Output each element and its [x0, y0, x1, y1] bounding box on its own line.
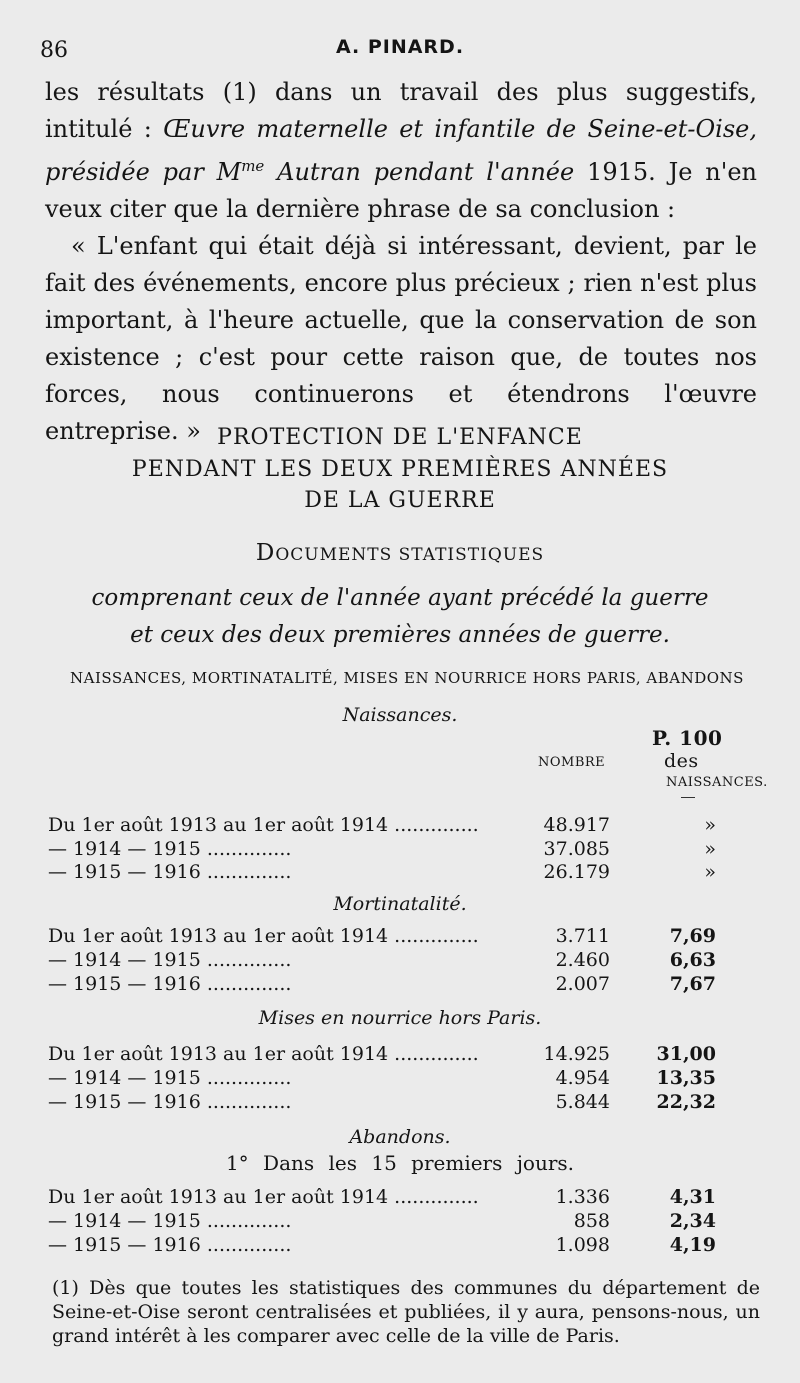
block-title-abandons: Abandons.: [349, 1126, 451, 1148]
col-header-naissances: NAISSANCES.: [666, 775, 768, 790]
paragraph-1-intro: les résultats (1) dans un travail des plus suggestifs, intitulé :: [45, 78, 757, 143]
table-row: [48, 1186, 768, 1210]
row-pct: »: [704, 814, 716, 836]
row-value: 3.711: [555, 925, 610, 947]
row-label: — 1914 — 1915 ..............: [48, 949, 292, 971]
row-value: 48.917: [543, 814, 610, 836]
row-value: 1.336: [555, 1186, 610, 1208]
row-label: — 1915 — 1916 ..............: [48, 1234, 292, 1256]
page-number: 86: [40, 38, 68, 63]
section-title-line-3: DE LA GUERRE: [304, 488, 496, 513]
col-header-des: des: [664, 750, 699, 772]
work-title-sup: me: [241, 157, 265, 175]
row-pct: 6,63: [669, 949, 716, 971]
row-value: 858: [573, 1210, 610, 1232]
abandons-subtitle: 1° Dans les 15 premiers jours.: [225, 1151, 575, 1175]
table-row: [48, 814, 768, 838]
paragraph-1: [45, 74, 757, 228]
section-title-line-2: PENDANT LES DEUX PREMIÈRES ANNÉES: [131, 457, 669, 482]
row-value: 1.098: [555, 1234, 610, 1256]
row-label: Du 1er août 1913 au 1er août 1914 ..............: [48, 1043, 479, 1065]
paragraph-1-rest: 1915. Je n'en veux citer que la dernière phrase de sa conclusion :: [45, 158, 757, 223]
row-value: 2.007: [555, 973, 610, 995]
subtitle-line-1: comprenant ceux de l'année ayant précédé la guerre: [91, 585, 709, 611]
quotation: « L'enfant qui était déjà si intéressant, devient, par le fait des événements, encore plus précieux ; rien n'est plus important, à l'heure actuelle, que la conservation de son existence ; c'est pour cette raison que, de toutes nos forces, nous continuerons et étendrons l'œuvre entreprise. »: [45, 232, 757, 445]
row-value: 14.925: [543, 1043, 610, 1065]
section-title-line-1: PROTECTION DE L'ENFANCE: [217, 425, 583, 450]
row-value: 2.460: [555, 949, 610, 971]
row-pct: 22,32: [656, 1091, 716, 1113]
row-pct: 13,35: [656, 1067, 716, 1089]
categories-line: NAISSANCES, MORTINATALITÉ, MISES EN NOURRICE HORS PARIS, ABANDONS: [70, 669, 744, 687]
table-row: [48, 861, 768, 885]
documents-heading-rest: OCUMENTS STATISTIQUES: [275, 545, 545, 565]
documents-heading: [0, 540, 800, 566]
row-label: Du 1er août 1913 au 1er août 1914 ..............: [48, 925, 479, 947]
row-label: — 1915 — 1916 ..............: [48, 1091, 292, 1113]
row-pct: 4,19: [669, 1234, 716, 1256]
table-row: [48, 949, 768, 973]
block-title-mortinatalite: Mortinatalité.: [333, 893, 467, 915]
running-title: A. PINARD.: [335, 36, 465, 58]
row-pct: 31,00: [656, 1043, 716, 1065]
col-header-p100: P. 100: [652, 726, 723, 750]
table-row: [48, 1067, 768, 1091]
row-label: — 1914 — 1915 ..............: [48, 1210, 292, 1232]
row-label: Du 1er août 1913 au 1er août 1914 ..............: [48, 1186, 479, 1208]
block-title-naissances: Naissances.: [342, 704, 458, 726]
footnote: (1) Dès que toutes les statistiques des communes du département de Seine-et-Oise seront centralisées et publiées, il y aura, pensons-nous, un grand intérêt à les comparer avec celle de la ville de Paris.: [52, 1277, 760, 1347]
table-row: [48, 1234, 768, 1258]
row-pct: »: [704, 838, 716, 860]
row-value: 37.085: [543, 838, 610, 860]
body-text: [45, 74, 757, 450]
table-row: [48, 1043, 768, 1067]
row-pct: »: [704, 861, 716, 883]
row-label: — 1915 — 1916 ..............: [48, 861, 292, 883]
row-pct: 2,34: [669, 1210, 716, 1232]
col-header-nombre: NOMBRE: [538, 755, 606, 770]
work-title-a: Œuvre maternelle et infantile de Seine-et-Oise, présidée par M: [45, 115, 757, 186]
row-label: Du 1er août 1913 au 1er août 1914 ..............: [48, 814, 479, 836]
work-title-b: Autran pendant l'année: [264, 158, 575, 186]
row-pct: 4,31: [669, 1186, 716, 1208]
row-label: — 1914 — 1915 ..............: [48, 1067, 292, 1089]
row-label: — 1915 — 1916 ..............: [48, 973, 292, 995]
row-value: 5.844: [555, 1091, 610, 1113]
row-pct: 7,69: [669, 925, 716, 947]
row-value: 26.179: [543, 861, 610, 883]
header-rule: [681, 797, 695, 798]
row-value: 4.954: [555, 1067, 610, 1089]
table-row: [48, 838, 768, 862]
documents-heading-initial: D: [255, 540, 276, 566]
subtitle-line-2: et ceux des deux premières années de guerre.: [130, 622, 670, 648]
table-row: [48, 1210, 768, 1234]
table-row: [48, 1091, 768, 1115]
block-title-mises-en-nourrice: Mises en nourrice hors Paris.: [258, 1007, 542, 1029]
row-pct: 7,67: [669, 973, 716, 995]
table-row: [48, 925, 768, 949]
table-row: [48, 973, 768, 997]
row-label: — 1914 — 1915 ..............: [48, 838, 292, 860]
